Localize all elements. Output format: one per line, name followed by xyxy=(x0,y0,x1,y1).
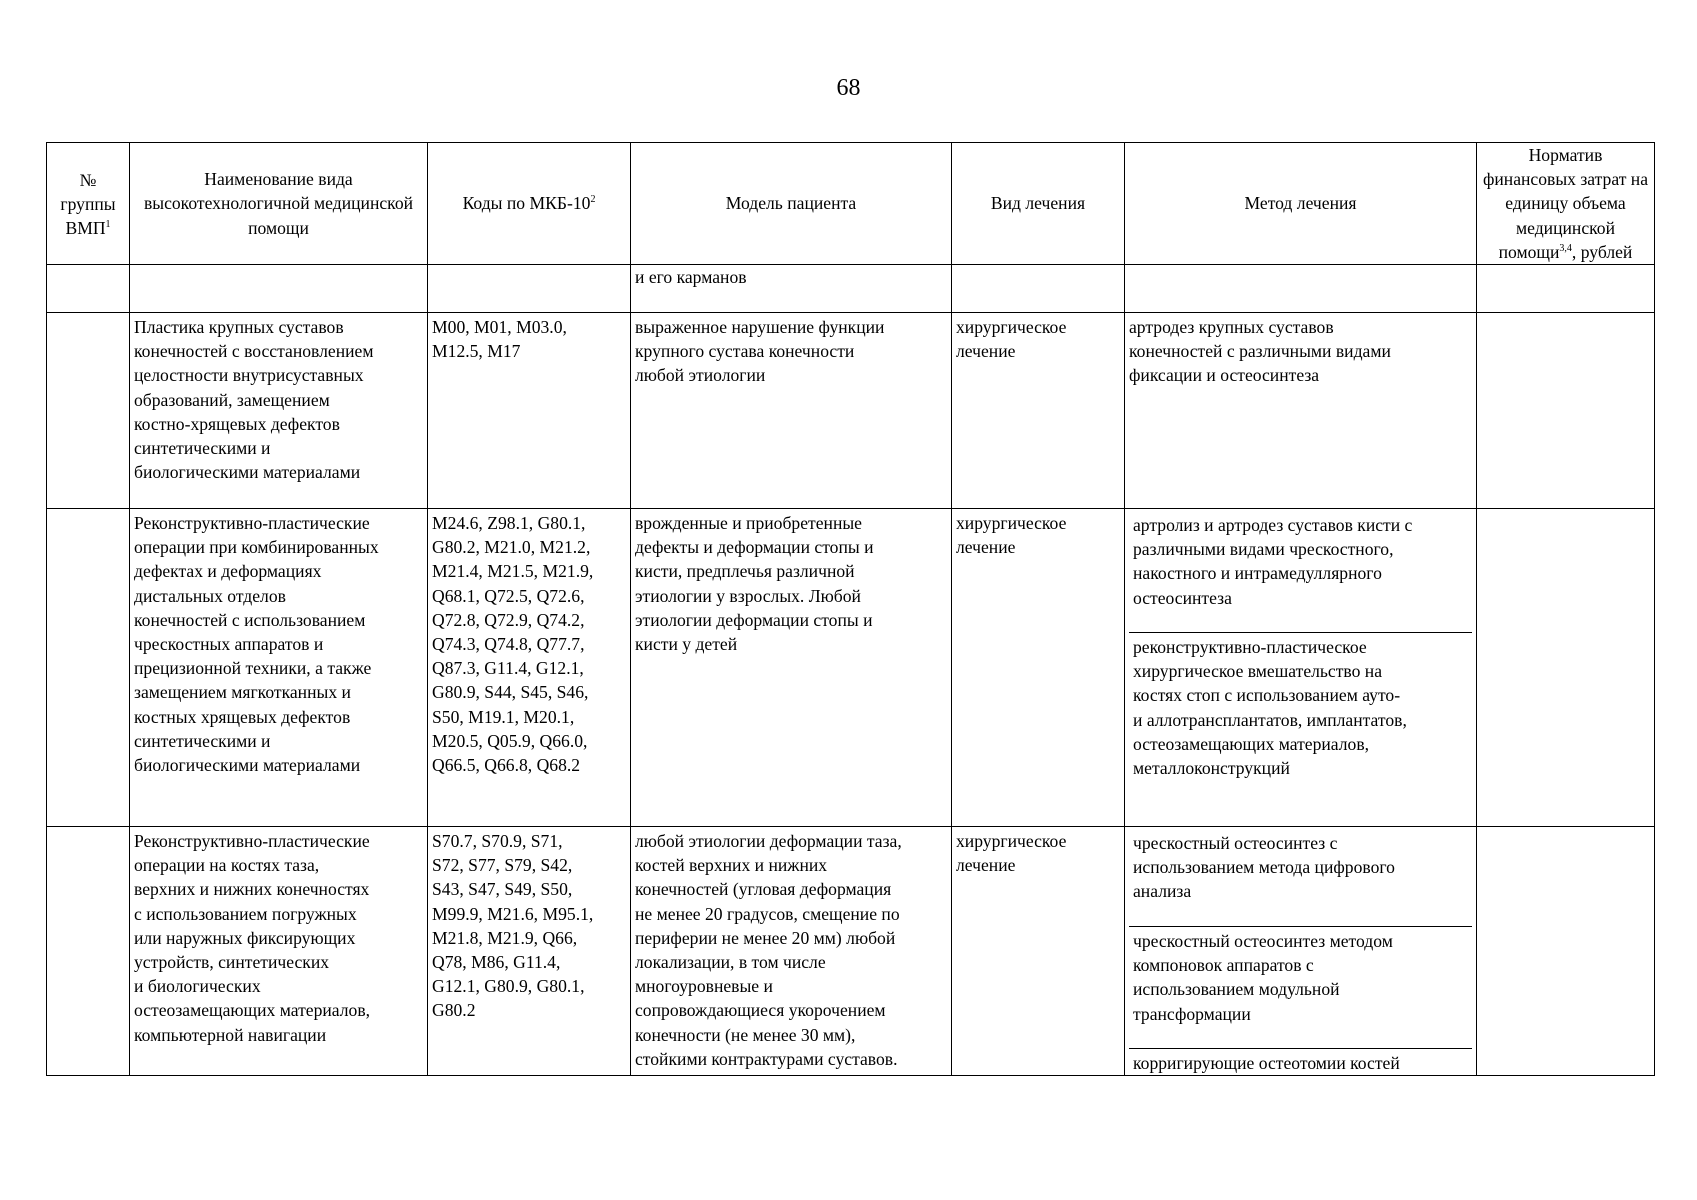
method-item: корригирующие остеотомии костей xyxy=(1133,1053,1400,1074)
page-number: 68 xyxy=(836,75,861,101)
treatment-method-cell: артродез крупных суставов конечностей с различными видами фиксации и остеосинтеза xyxy=(1125,313,1477,509)
header-icd-codes: Коды по МКБ-$10^2$ xyxy=(428,143,631,265)
care-type-cell: Пластика крупных суставов конечностей с восстановлением целостности внутрисуставных образований, замещением костно-хрящевых дефектов синтетическими и биологическими материалами xyxy=(130,313,428,509)
cost-norm-cell xyxy=(1477,827,1655,1076)
header-patient-model: Модель пациента xyxy=(631,143,952,265)
treatment-type-cell: хирургическое лечение xyxy=(952,509,1125,827)
method-item: артролиз и артродез суставов кисти с различными видами чрескостного, накостного и интрамедуллярного остеосинтеза xyxy=(1129,511,1472,633)
icd-codes-cell: M00, M01, M03.0, M12.5, M17 xyxy=(428,313,631,509)
header-group-number: № группы ВМП$^1$ xyxy=(47,143,130,265)
care-type-cell: Реконструктивно-пластические операции при комбинированных дефектах и деформациях дистальных отделов конечностей с использованием чрескостных аппаратов и прецизионной техники, а также замещением мягкотканных и костных хрящевых дефектов синтетическими и биологическими материалами xyxy=(130,509,428,827)
table-row xyxy=(47,509,1655,827)
header-row xyxy=(47,143,1655,265)
treatment-type-cell: хирургическое лечение xyxy=(952,827,1125,1076)
patient-model-cell: и его карманов xyxy=(631,265,952,313)
header-treatment-method: Метод лечения xyxy=(1125,143,1477,265)
header-treatment-type: Вид лечения xyxy=(952,143,1125,265)
method-item: чрескостный остеосинтез с использованием метода цифрового анализа xyxy=(1129,829,1472,927)
icd-codes-cell: M24.6, Z98.1, G80.1, G80.2, M21.0, M21.2, M21.4, M21.5, M21.9, Q68.1, Q72.5, Q72.6, Q72.8, Q72.9, Q74.2, Q74.3, Q74.8, Q77.7, Q87.3, G11.4, G12.1, G80.9, S44, S45, S46, S50, M19.1, M20.1, M20.5, Q05.9, Q66.0, Q66.5, Q66.8, Q68.2 xyxy=(428,509,631,827)
cost-norm-cell xyxy=(1477,313,1655,509)
table-row xyxy=(47,313,1655,509)
method-item: чрескостный остеосинтез методом компоновок аппаратов с использованием модульной трансформации xyxy=(1129,927,1472,1049)
patient-model-cell: врожденные и приобретенные дефекты и деформации стопы и кисти, предплечья различной этиологии у взрослых. Любой этиологии деформации стопы и кисти у детей xyxy=(631,509,952,827)
cost-norm-cell xyxy=(1477,509,1655,827)
table-row xyxy=(47,265,1655,313)
method-item: реконструктивно-пластическое хирургическое вмешательство на костях стоп с использованием ауто- и аллотрансплантатов, имплантатов, остеозамещающих материалов, металлоконструкций xyxy=(1133,637,1407,779)
header-care-type: Наименование вида высокотехнологичной медицинской помощи xyxy=(130,143,428,265)
care-type-cell: Реконструктивно-пластические операции на костях таза, верхних и нижних конечностях с использованием погружных или наружных фиксирующих устройств, синтетических и биологических остеозамещающих материалов, компьютерной навигации xyxy=(130,827,428,1076)
table-row xyxy=(47,827,1655,1076)
header-cost-norm: Норматив финансовых затрат на единицу объема медицинской помощи$^{3,4}$, рублей xyxy=(1477,143,1655,265)
patient-model-cell: любой этиологии деформации таза, костей верхних и нижних конечностей (угловая деформация не менее 20 градусов, смещение по периферии не менее 20 мм) любой локализации, в том числе многоуровневые и сопровождающиеся укорочением конечности (не менее 30 мм), стойкими контрактурами суставов. xyxy=(631,827,952,1076)
treatment-method-cell xyxy=(1125,827,1477,1076)
treatment-method-cell xyxy=(1125,509,1477,827)
vmp-table xyxy=(46,142,1655,1076)
patient-model-cell: выраженное нарушение функции крупного сустава конечности любой этиологии xyxy=(631,313,952,509)
treatment-type-cell: хирургическое лечение xyxy=(952,313,1125,509)
icd-codes-cell: S70.7, S70.9, S71, S72, S77, S79, S42, S43, S47, S49, S50, M99.9, M21.6, M95.1, M21.8, M21.9, Q66, Q78, M86, G11.4, G12.1, G80.9, G80.1, G80.2 xyxy=(428,827,631,1076)
